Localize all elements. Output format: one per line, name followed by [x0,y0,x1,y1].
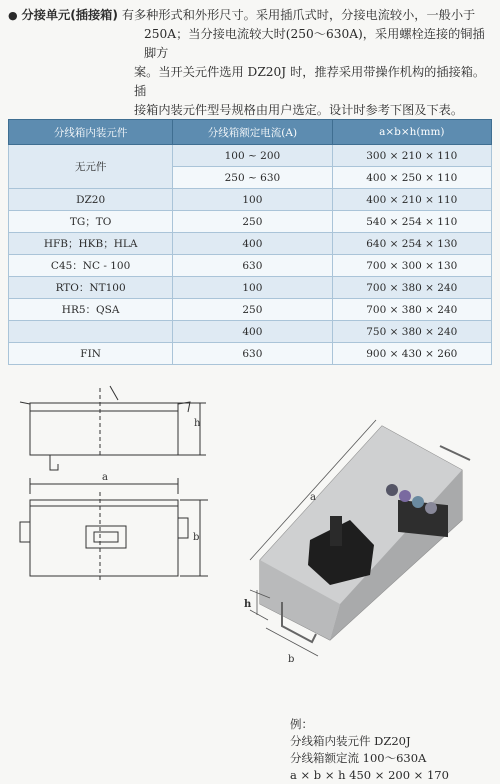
table-cell: TG；TO [9,211,173,233]
table-cell: HFB；HKB；HLA [9,233,173,255]
table-cell: 100 ~ 200 [173,145,332,167]
intro-line-1: 有多种形式和外形尺寸。采用插爪式时，分接电流较小，一般小于 [121,8,476,22]
table-cell: 400 [173,321,332,343]
table-cell: 400 [173,233,332,255]
top-view-drawing [20,478,208,580]
intro-line-4: 接箱内装元件型号规格由用户选定。设计时参考下图及下表。 [134,103,464,117]
table-cell: 540 × 254 × 110 [332,211,491,233]
front-view-drawing [20,386,206,470]
table-cell: 400 × 210 × 110 [332,189,491,211]
example-title: 例： [290,717,313,731]
section-title: 分接单元(插接箱) [21,8,118,22]
example-block [290,716,449,784]
intro-line-3: 案。当开关元件选用 DZ20J 时，推荐采用带操作机构的插接箱。插 [134,65,486,98]
dimension-label-h: h [194,418,201,429]
dimension-label-b: b [193,532,200,543]
table-cell: 700 × 300 × 130 [332,255,491,277]
example-line-2: 分线箱额定流 100～630A [290,751,427,765]
table-cell: 250 ~ 630 [173,167,332,189]
table-cell: 630 [173,255,332,277]
table-cell: 100 [173,277,332,299]
photo-label-h: h [244,599,252,610]
table-cell: C45：NC - 100 [9,255,173,277]
col-header-dimensions: a×b×h(mm) [332,120,491,145]
table-cell: 700 × 380 × 240 [332,299,491,321]
table-cell: 900 × 430 × 260 [332,343,491,365]
table-cell: FIN [9,343,173,365]
table-cell: 630 [173,343,332,365]
bullet-icon: ● [8,9,18,22]
col-header-current: 分线箱额定电流(A) [173,120,332,145]
table-cell: 640 × 254 × 130 [332,233,491,255]
example-line-1: 分线箱内装元件 DZ20J [290,734,411,748]
table-cell: HR5：QSA [9,299,173,321]
table-cell: 250 [173,211,332,233]
example-line-3: a × b × h 450 × 200 × 170 [290,768,449,782]
col-header-component: 分线箱内装元件 [9,120,173,145]
table-cell: 无元件 [9,145,173,189]
table-cell: 250 [173,299,332,321]
dimension-label-a: a [102,472,108,483]
table-cell: 400 × 250 × 110 [332,167,491,189]
table-cell: 100 [173,189,332,211]
table-cell: 700 × 380 × 240 [332,277,491,299]
photo-label-b: b [288,654,295,665]
table-cell: RTO：NT100 [9,277,173,299]
table-cell: 750 × 380 × 240 [332,321,491,343]
photo-label-a: a [310,492,316,503]
product-illustration [260,426,470,642]
table-cell: DZ20 [9,189,173,211]
intro-line-2: 250A；当分接电流较大时(250～630A)，采用螺栓连接的铜插脚方 [144,27,485,60]
table-cell: 300 × 210 × 110 [332,145,491,167]
